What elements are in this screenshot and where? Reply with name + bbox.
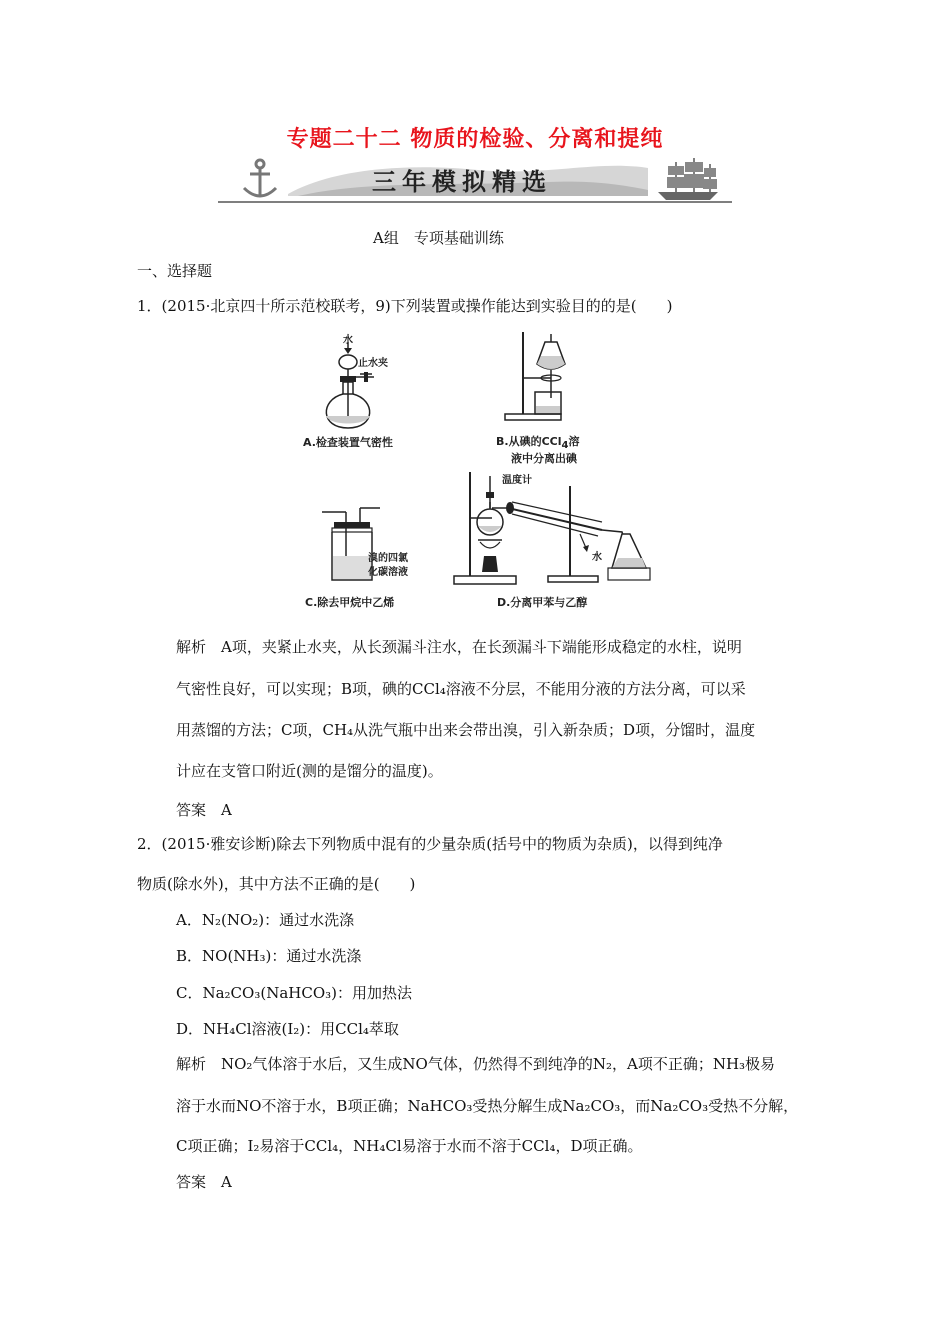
figure-b-apparatus [495, 328, 605, 424]
fig-b-caption-line1: B.从碘的CCl4溶 [496, 435, 580, 451]
fig-b-caption-line2: 液中分离出碘 [511, 452, 577, 465]
q1-explanation-line4: 计应在支管口附近(测的是馏分的温度)。 [176, 762, 443, 780]
fig-d-water-label: 水 [592, 552, 602, 563]
page-title: 专题二十二 物质的检验、分离和提纯 [286, 127, 664, 152]
fig-c-label-line1: 溴的四氯 [368, 553, 408, 564]
fig-d-caption: D.分离甲苯与乙醇 [497, 596, 588, 609]
figure-d-apparatus [452, 468, 652, 588]
fig-a-clamp-label: 止水夹 [358, 358, 388, 369]
banner-title: 三年模拟精选 [372, 168, 552, 196]
q2-stem-line2: 物质(除水外)，其中方法不正确的是( ) [137, 875, 416, 893]
q2-explanation-line1: 解析 NO₂气体溶于水后，又生成NO气体，仍然得不到纯净的N₂，A项不正确；NH₃极易 [176, 1055, 776, 1073]
sailing-ship-icon [658, 158, 718, 200]
fig-c-caption: C.除去甲烷中乙烯 [305, 596, 395, 609]
q2-option-c: C．Na₂CO₃(NaHCO₃)：用加热法 [176, 984, 412, 1002]
q2-explanation-line2: 溶于水而NO不溶于水，B项正确；NaHCO₃受热分解生成Na₂CO₃，而Na₂CO₃受热不分解， [176, 1097, 799, 1115]
q2-option-d: D．NH₄Cl溶液(I₂)：用CCl₄萃取 [176, 1020, 399, 1038]
q1-explanation-line3: 用蒸馏的方法；C项，CH₄从洗气瓶中出来会带出溴，引入新杂质；D项，分馏时，温度 [176, 721, 756, 739]
q2-option-b: B．NO(NH₃)：通过水洗涤 [176, 947, 362, 965]
q2-stem-line1: 2．(2015·雅安诊断)除去下列物质中混有的少量杂质(括号中的物质为杂质)，以得到纯净 [137, 835, 723, 853]
q1-stem: 1．(2015·北京四十所示范校联考，9)下列装置或操作能达到实验目的的是( ) [137, 297, 673, 315]
fig-a-water-label: 水 [343, 335, 353, 346]
section-heading: 一、选择题 [137, 262, 213, 280]
q2-option-a: A．N₂(NO₂)：通过水洗涤 [176, 911, 355, 929]
q2-explanation-line3: C项正确；I₂易溶于CCl₄，NH₄Cl易溶于水而不溶于CCl₄，D项正确。 [176, 1137, 643, 1155]
fig-c-label-line2: 化碳溶液 [368, 567, 408, 578]
figure-a-apparatus [300, 330, 410, 430]
q1-explanation-line1: 解析 A项，夹紧止水夹，从长颈漏斗注水，在长颈漏斗下端能形成稳定的水柱，说明 [176, 638, 742, 656]
fig-d-thermometer-label: 温度计 [502, 475, 532, 486]
q1-answer: 答案 A [176, 801, 232, 819]
q1-explanation-line2: 气密性良好，可以实现；B项，碘的CCl₄溶液不分层，不能用分液的方法分离，可以采 [176, 680, 746, 698]
anchor-icon [244, 160, 276, 196]
q2-answer: 答案 A [176, 1173, 232, 1191]
group-heading: A组 专项基础训练 [373, 229, 504, 247]
fig-a-caption: A.检查装置气密性 [303, 436, 393, 449]
